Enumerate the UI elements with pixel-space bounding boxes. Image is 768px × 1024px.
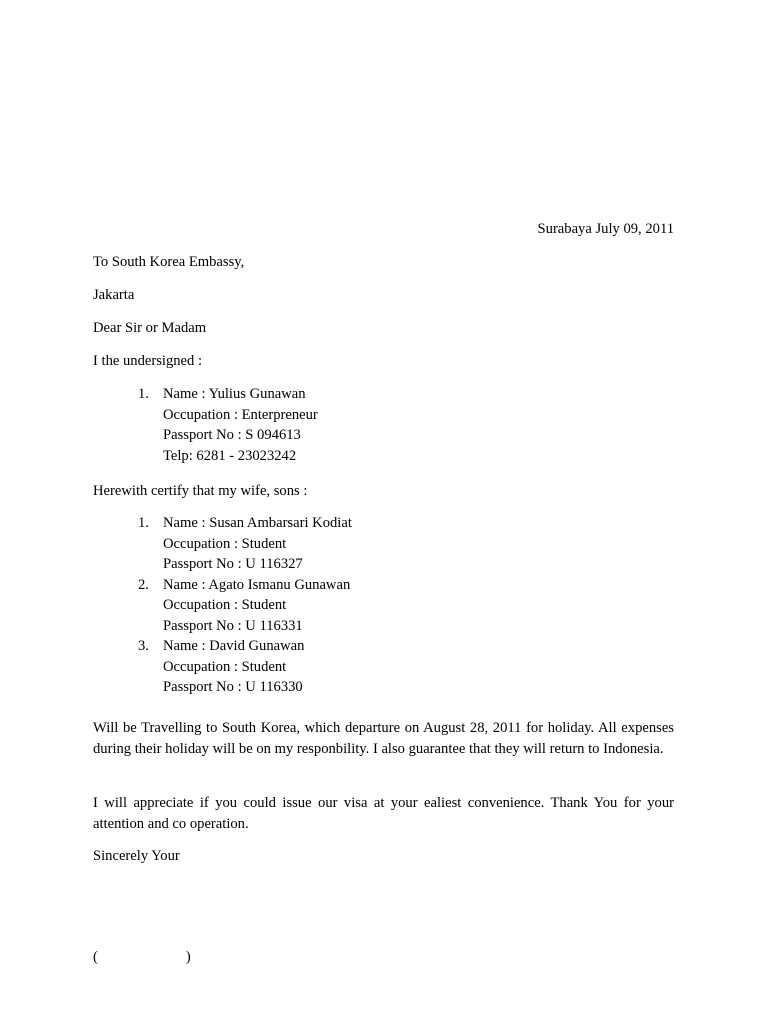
- closing: Sincerely Your: [93, 848, 180, 864]
- list-number: 1.: [138, 515, 149, 531]
- list-item: [138, 513, 352, 575]
- person-passport: Passport No : U 116331: [163, 617, 303, 634]
- list-item: [138, 384, 318, 466]
- signature-placeholder: [93, 947, 191, 968]
- intro-line: I the undersigned :: [93, 353, 203, 369]
- undersigned-list: [138, 384, 318, 466]
- person-passport: Passport No : U 116327: [163, 556, 303, 572]
- person-name: Name : Yulius Gunawan: [163, 386, 306, 402]
- list-number: 1.: [138, 386, 149, 402]
- signature-close-paren: ): [185, 949, 191, 965]
- person-passport: Passport No : U 116330: [163, 679, 303, 695]
- person-occupation: Occupation : Enterpreneur: [163, 406, 318, 423]
- family-list: [138, 513, 352, 698]
- body-paragraph-travel: Will be Travelling to South Korea, which departure on August 28, 2011 for holiday. All expenses during their holiday will be on my responbility. I also guarantee that they will return to Indonesia.: [93, 720, 674, 757]
- certify-line: Herewith certify that my wife, sons :: [93, 483, 308, 499]
- list-item: [138, 636, 352, 698]
- person-name: Name : David Gunawan: [163, 638, 305, 654]
- recipient-city: Jakarta: [93, 287, 135, 303]
- person-telp: Telp: 6281 - 23023242: [163, 447, 297, 464]
- list-number: 2.: [138, 576, 149, 593]
- person-occupation: Occupation : Student: [163, 535, 287, 552]
- letter-date: Surabaya July 09, 2011: [537, 221, 674, 237]
- person-name: Name : Susan Ambarsari Kodiat: [163, 515, 352, 531]
- recipient: To South Korea Embassy,: [93, 254, 245, 270]
- person-occupation: Occupation : Student: [163, 658, 287, 675]
- person-passport: Passport No : S 094613: [163, 427, 301, 443]
- list-number: 3.: [138, 638, 149, 654]
- list-item: [138, 575, 352, 637]
- signature-open-paren: (: [93, 949, 98, 965]
- salutation: Dear Sir or Madam: [93, 320, 207, 336]
- body-paragraph-appreciation: I will appreciate if you could issue our visa at your ealiest convenience. Thank You for your attention and co operation.: [93, 795, 674, 832]
- person-name: Name : Agato Ismanu Gunawan: [163, 576, 351, 593]
- person-occupation: Occupation : Student: [163, 597, 287, 613]
